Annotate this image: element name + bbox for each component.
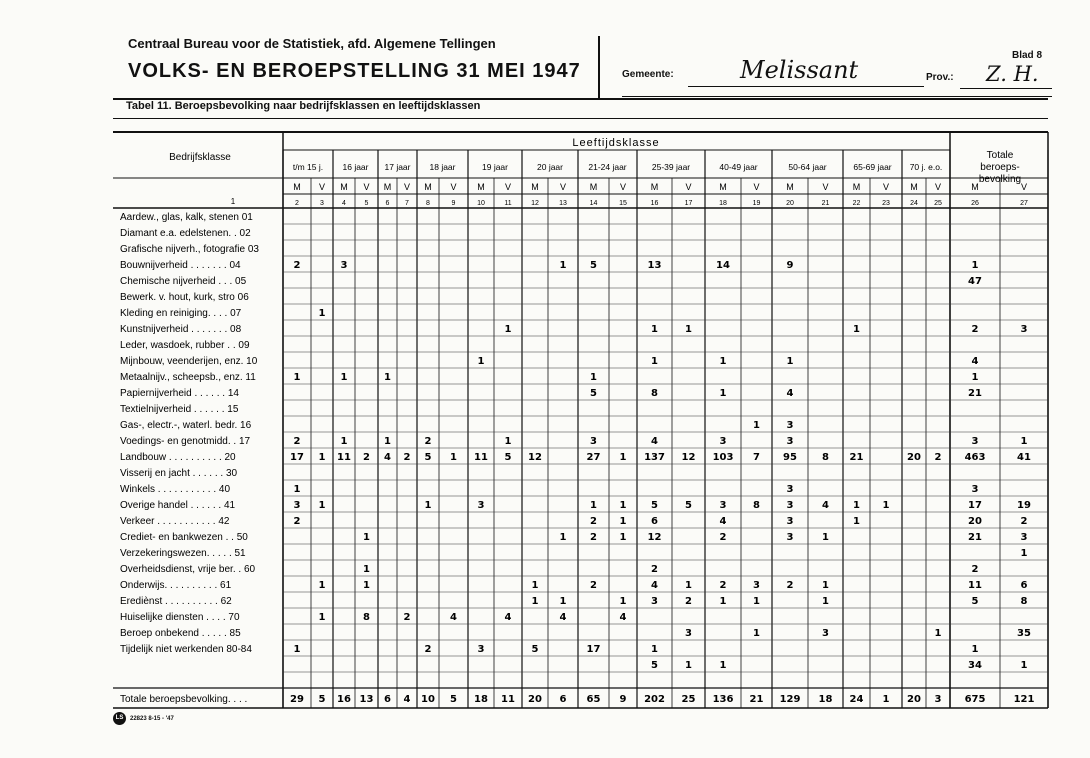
- cell-value: 27: [586, 452, 601, 463]
- cell-value: 3: [971, 484, 979, 495]
- cell-value: 1: [559, 596, 567, 607]
- row-label: Aardew., glas, kalk, stenen 01: [120, 212, 253, 223]
- cell-value: 2: [719, 580, 727, 591]
- cell-value: 3: [685, 628, 692, 639]
- cell-value: 2: [786, 580, 794, 591]
- cell-value: 4: [719, 516, 727, 527]
- totals-label: Totale beroepsbevolking. . . .: [120, 694, 248, 705]
- cell-value: 3: [1020, 532, 1028, 543]
- cell-value: 1: [590, 500, 597, 511]
- cell-value: 4: [651, 580, 658, 591]
- age-group-header: 19 jaar: [482, 162, 508, 172]
- cell-value: 1: [504, 436, 512, 447]
- cell-value: 1: [651, 324, 658, 335]
- cell-value: 1: [363, 564, 370, 575]
- cell-value: 1: [619, 516, 627, 527]
- cell-value: 6: [651, 516, 658, 527]
- cell-value: 1: [719, 356, 727, 367]
- sex-label: V: [403, 182, 411, 192]
- cell-value: 95: [783, 452, 797, 463]
- column-number: 3: [320, 200, 324, 207]
- cell-value: 2: [934, 452, 942, 463]
- column-number: 25: [934, 200, 942, 207]
- row-label: Tijdelijk niet werkenden 80-84: [120, 644, 252, 655]
- cell-value: 8: [753, 500, 760, 511]
- cell-value: 3: [477, 500, 485, 511]
- cell-value: 1: [822, 580, 829, 591]
- cell-value: 8: [651, 388, 658, 399]
- age-group-header: 21-24 jaar: [588, 162, 627, 172]
- cell-value: 1: [853, 324, 860, 335]
- cell-value: 3: [971, 436, 979, 447]
- sex-label: V: [882, 182, 890, 192]
- cell-value: 1: [1020, 548, 1028, 559]
- sex-label: M: [719, 182, 727, 192]
- column-number: 20: [786, 200, 794, 207]
- totals-value: 18: [818, 694, 833, 705]
- totals-value: 25: [681, 694, 696, 705]
- cell-value: 9: [786, 260, 794, 271]
- cell-value: 34: [968, 660, 982, 671]
- cell-value: 17: [290, 452, 304, 463]
- row-label: Onderwijs. . . . . . . . . . 61: [120, 580, 232, 591]
- totals-value: 136: [712, 694, 734, 705]
- sex-label: V: [318, 182, 326, 192]
- cell-value: 3: [1020, 324, 1028, 335]
- cell-value: 3: [786, 484, 794, 495]
- column-number: 10: [477, 200, 485, 207]
- column-number: 18: [719, 200, 727, 207]
- cell-value: 2: [971, 564, 979, 575]
- cell-value: 2: [971, 324, 979, 335]
- cell-value: 5: [531, 644, 539, 655]
- cell-value: 3: [293, 500, 301, 511]
- cell-value: 1: [685, 660, 692, 671]
- cell-value: 2: [293, 260, 301, 271]
- totals-value: 11: [501, 694, 515, 705]
- cell-value: 1: [318, 580, 326, 591]
- cell-value: 1: [934, 628, 942, 639]
- cell-value: 20: [907, 452, 921, 463]
- cell-value: 1: [786, 356, 794, 367]
- cell-value: 103: [712, 452, 734, 463]
- cell-value: 1: [293, 372, 301, 383]
- cell-value: 20: [968, 516, 982, 527]
- gemeente-value: Melissant: [740, 56, 859, 84]
- form-code: 22823 8-15 - '47: [130, 716, 174, 722]
- cell-value: 4: [822, 500, 829, 511]
- column-number: 21: [821, 200, 830, 207]
- totals-value: 18: [474, 694, 488, 705]
- cell-value: 2: [424, 644, 432, 655]
- cell-value: 4: [504, 612, 512, 623]
- sex-label: V: [685, 182, 692, 192]
- cell-value: 4: [619, 612, 627, 623]
- row-label: Verzekeringswezen. . . . . 51: [120, 548, 246, 559]
- cell-value: 1: [651, 356, 658, 367]
- cell-value: 1: [559, 532, 567, 543]
- cell-value: 1: [340, 436, 348, 447]
- province-value: Z. H.: [986, 62, 1039, 86]
- cell-value: 1: [882, 500, 890, 511]
- sex-label: V: [1020, 182, 1028, 192]
- cell-value: 1: [719, 660, 727, 671]
- cell-value: 1: [1020, 660, 1028, 671]
- cell-value: 1: [559, 260, 567, 271]
- totals-value: 6: [559, 694, 567, 705]
- cell-value: 4: [559, 612, 567, 623]
- cell-value: 1: [590, 372, 597, 383]
- totals-value: 24: [849, 694, 864, 705]
- row-label: Winkels . . . . . . . . . . . 40: [120, 484, 231, 495]
- column-number: 14: [589, 200, 598, 207]
- sex-label: M: [910, 182, 918, 192]
- cell-value: 12: [681, 452, 696, 463]
- cell-value: 4: [651, 436, 658, 447]
- age-group-header: 18 jaar: [429, 162, 456, 172]
- cell-value: 2: [424, 436, 432, 447]
- cell-value: 463: [964, 452, 986, 463]
- age-group-header: 25-39 jaar: [651, 162, 691, 172]
- cell-value: 1: [504, 324, 512, 335]
- age-group-header: 16 jaar: [342, 162, 369, 172]
- row-label: Overheidsdienst, vrije ber. . 60: [120, 564, 256, 575]
- sex-label: V: [363, 182, 370, 192]
- cell-value: 12: [647, 532, 662, 543]
- row-label: Landbouw . . . . . . . . . . 20: [120, 452, 236, 463]
- cell-value: 1: [318, 308, 326, 319]
- table-title: Tabel 11. Beroepsbevolking naar bedrijfsklassen en leeftijdsklassen: [126, 100, 481, 112]
- cell-value: 17: [968, 500, 982, 511]
- sex-label: M: [340, 182, 348, 192]
- cell-value: 3: [719, 500, 727, 511]
- sex-label: M: [383, 182, 392, 192]
- cell-value: 1: [293, 484, 301, 495]
- cell-value: 21: [968, 388, 982, 399]
- row-label: Voedings- en genotmidd. . 17: [120, 436, 251, 447]
- sex-label: M: [424, 182, 432, 192]
- cell-value: 1: [822, 532, 829, 543]
- totals-value: 3: [934, 694, 942, 705]
- cell-value: 11: [337, 452, 351, 463]
- totals-value: 6: [384, 694, 391, 705]
- totals-value: 20: [907, 694, 921, 705]
- cell-value: 5: [685, 500, 692, 511]
- totals-value: 121: [1013, 694, 1035, 705]
- cell-value: 1: [651, 644, 658, 655]
- cell-value: 3: [477, 644, 485, 655]
- cell-value: 1: [753, 420, 760, 431]
- column-number: 6: [385, 200, 390, 207]
- column-number: 23: [882, 200, 890, 207]
- cell-value: 1: [363, 532, 370, 543]
- totale-header-line: beroeps-: [980, 162, 1020, 173]
- row-label: Bouwnijverheid . . . . . . . 04: [120, 260, 241, 271]
- cell-value: 2: [685, 596, 692, 607]
- row-label: Beroep onbekend . . . . . 85: [120, 628, 241, 639]
- totale-header-line: Totale: [986, 150, 1014, 161]
- sex-label: V: [822, 182, 829, 192]
- row-label: Overige handel . . . . . . 41: [120, 500, 236, 511]
- cell-value: 2: [403, 452, 411, 463]
- sex-label: V: [753, 182, 760, 192]
- cell-value: 1: [619, 452, 627, 463]
- cell-value: 2: [651, 564, 658, 575]
- cell-value: 8: [822, 452, 829, 463]
- cell-value: 3: [340, 260, 348, 271]
- row-label: Chemische nijverheid . . . 05: [120, 276, 247, 287]
- cell-value: 1: [753, 596, 760, 607]
- column-number: 19: [752, 200, 761, 207]
- cell-value: 3: [786, 500, 794, 511]
- column-number: 8: [426, 200, 430, 207]
- sex-label: M: [293, 182, 301, 192]
- column-number: 24: [910, 200, 918, 207]
- cell-value: 2: [719, 532, 727, 543]
- cell-value: 3: [719, 436, 727, 447]
- cell-value: 1: [719, 388, 727, 399]
- totale-header-line: bevolking: [978, 174, 1022, 185]
- column-number: 2: [295, 200, 299, 207]
- cell-value: 137: [644, 452, 665, 463]
- row-label: Leder, wasdoek, rubber . . 09: [120, 340, 250, 351]
- cell-value: 1: [619, 596, 627, 607]
- column-number: 11: [504, 200, 512, 207]
- age-group-header: 20 jaar: [537, 162, 563, 172]
- cell-value: 8: [1020, 596, 1028, 607]
- bedrijfsklasse-column-number: 1: [230, 197, 236, 206]
- row-label: Visserij en jacht . . . . . . 30: [120, 468, 238, 479]
- cell-value: 35: [1017, 628, 1031, 639]
- cell-value: 1: [384, 372, 391, 383]
- column-number: 26: [971, 200, 979, 207]
- cell-value: 3: [651, 596, 658, 607]
- cell-value: 1: [971, 644, 979, 655]
- cell-value: 1: [318, 612, 326, 623]
- totals-value: 65: [586, 694, 601, 705]
- column-number: 4: [342, 200, 346, 207]
- cell-value: 3: [786, 420, 794, 431]
- cell-value: 2: [1020, 516, 1028, 527]
- cell-value: 1: [619, 532, 627, 543]
- cell-value: 1: [363, 580, 370, 591]
- cell-value: 1: [318, 500, 326, 511]
- totals-value: 16: [337, 694, 351, 705]
- row-label: Erediènst . . . . . . . . . . 62: [120, 596, 232, 607]
- totals-value: 1: [882, 694, 890, 705]
- row-label: Grafische nijverh., fotografie 03: [120, 244, 259, 255]
- cell-value: 11: [474, 452, 488, 463]
- cell-value: 3: [590, 436, 597, 447]
- column-number: 12: [531, 200, 539, 207]
- cell-value: 1: [971, 372, 979, 383]
- row-label: Kleding en reiniging. . . . 07: [120, 308, 242, 319]
- cell-value: 1: [531, 596, 539, 607]
- cell-value: 13: [647, 260, 662, 271]
- sex-label: V: [619, 182, 627, 192]
- bedrijfsklasse-header: Bedrijfsklasse: [169, 152, 231, 163]
- cell-value: 5: [651, 500, 658, 511]
- cell-value: 3: [786, 436, 794, 447]
- totals-value: 10: [421, 694, 435, 705]
- row-label: Textielnijverheid . . . . . . 15: [120, 404, 239, 415]
- cell-value: 3: [786, 532, 794, 543]
- age-group-header: 50-64 jaar: [788, 162, 827, 172]
- sex-label: M: [971, 182, 979, 192]
- cell-value: 3: [822, 628, 829, 639]
- cell-value: 1: [619, 500, 627, 511]
- cell-value: 4: [384, 452, 391, 463]
- age-group-header: 70 j. e.o.: [909, 162, 943, 172]
- age-group-header: 65-69 jaar: [853, 162, 892, 172]
- sex-label: V: [934, 182, 942, 192]
- cell-value: 1: [477, 356, 485, 367]
- cell-value: 1: [971, 260, 979, 271]
- leeftijdsklasse-header: Leeftijdsklasse: [572, 137, 660, 149]
- row-label: Mijnbouw, veenderijen, enz. 10: [120, 356, 258, 367]
- sex-label: V: [504, 182, 512, 192]
- cell-value: 47: [968, 276, 982, 287]
- cell-value: 1: [1020, 436, 1028, 447]
- cell-value: 2: [293, 516, 301, 527]
- cell-value: 4: [971, 356, 979, 367]
- totals-value: 5: [450, 694, 457, 705]
- row-label: Papiernijverheid . . . . . . 14: [120, 388, 239, 399]
- cell-value: 5: [651, 660, 658, 671]
- column-number: 22: [852, 200, 861, 207]
- form-title: VOLKS- EN BEROEPSTELLING 31 MEI 1947: [128, 60, 581, 82]
- age-group-header: 40-49 jaar: [719, 162, 758, 172]
- row-label: Diamant e.a. edelstenen. . 02: [120, 228, 251, 239]
- cell-value: 1: [340, 372, 348, 383]
- row-label: Huiselijke diensten . . . . 70: [120, 612, 240, 623]
- cell-value: 1: [384, 436, 391, 447]
- column-number: 9: [451, 200, 456, 207]
- cell-value: 2: [590, 516, 597, 527]
- sex-label: M: [852, 182, 861, 192]
- cell-value: 1: [853, 500, 860, 511]
- sex-label: M: [786, 182, 794, 192]
- totals-value: 13: [359, 694, 374, 705]
- cell-value: 2: [293, 436, 301, 447]
- totals-value: 29: [290, 694, 304, 705]
- totals-value: 9: [619, 694, 627, 705]
- column-number: 5: [364, 200, 369, 207]
- cell-value: 21: [849, 452, 864, 463]
- sex-label: M: [650, 182, 659, 192]
- cell-value: 2: [590, 532, 597, 543]
- sex-label: M: [589, 182, 598, 192]
- age-group-header: 17 jaar: [384, 162, 411, 172]
- cell-value: 41: [1017, 452, 1031, 463]
- cell-value: 1: [753, 628, 760, 639]
- cell-value: 5: [504, 452, 512, 463]
- sheet-number: Blad 8: [1012, 50, 1043, 61]
- sex-label: M: [531, 182, 539, 192]
- cell-value: 5: [971, 596, 979, 607]
- cell-value: 19: [1017, 500, 1031, 511]
- cell-value: 1: [450, 452, 457, 463]
- totals-value: 675: [964, 694, 986, 705]
- cbs-seal-icon: LS: [113, 712, 126, 725]
- column-number: 7: [405, 200, 409, 207]
- cell-value: 4: [450, 612, 457, 623]
- cell-value: 1: [424, 500, 432, 511]
- cell-value: 5: [590, 260, 597, 271]
- cell-value: 14: [716, 260, 730, 271]
- cell-value: 1: [719, 596, 727, 607]
- totals-value: 21: [749, 694, 764, 705]
- cell-value: 17: [586, 644, 601, 655]
- cell-value: 1: [822, 596, 829, 607]
- sex-label: M: [477, 182, 485, 192]
- row-label: Bewerk. v. hout, kurk, stro 06: [120, 292, 249, 303]
- age-group-header: t/m 15 j.: [292, 162, 324, 172]
- cell-value: 5: [424, 452, 432, 463]
- cell-value: 1: [685, 580, 692, 591]
- row-label: Kunstnijverheid . . . . . . . 08: [120, 324, 242, 335]
- cell-value: 1: [853, 516, 860, 527]
- cell-value: 8: [363, 612, 370, 623]
- row-label: Metaalnijv., scheepsb., enz. 11: [120, 372, 256, 383]
- totals-value: 5: [318, 694, 326, 705]
- sex-label: V: [450, 182, 457, 192]
- sex-label: V: [559, 182, 567, 192]
- totals-value: 4: [403, 694, 411, 705]
- column-number: 15: [619, 200, 627, 207]
- cell-value: 2: [363, 452, 370, 463]
- cell-value: 6: [1020, 580, 1028, 591]
- province-label: Prov.:: [926, 72, 954, 83]
- row-label: Gas-, electr.-, waterl. bedr. 16: [120, 420, 252, 431]
- row-label: Crediet- en bankwezen . . 50: [120, 532, 248, 543]
- cell-value: 3: [786, 516, 794, 527]
- cell-value: 5: [590, 388, 597, 399]
- cell-value: 2: [590, 580, 597, 591]
- cell-value: 1: [531, 580, 539, 591]
- totals-value: 129: [779, 694, 801, 705]
- row-label: Verkeer . . . . . . . . . . . 42: [120, 516, 230, 527]
- cell-value: 1: [685, 324, 692, 335]
- gemeente-label: Gemeente:: [622, 69, 674, 80]
- column-number: 16: [650, 200, 659, 207]
- cell-value: 21: [968, 532, 982, 543]
- cell-value: 1: [318, 452, 326, 463]
- cell-value: 7: [753, 452, 760, 463]
- org-name: Centraal Bureau voor de Statistiek, afd. Algemene Tellingen: [128, 36, 496, 51]
- cell-value: 2: [403, 612, 411, 623]
- column-number: 13: [559, 200, 567, 207]
- totals-value: 20: [528, 694, 542, 705]
- cell-value: 12: [528, 452, 542, 463]
- cell-value: 1: [293, 644, 301, 655]
- column-number: 27: [1020, 200, 1028, 207]
- cell-value: 11: [968, 580, 982, 591]
- cell-value: 4: [786, 388, 794, 399]
- cell-value: 3: [753, 580, 760, 591]
- column-number: 17: [684, 200, 693, 207]
- totals-value: 202: [644, 694, 665, 705]
